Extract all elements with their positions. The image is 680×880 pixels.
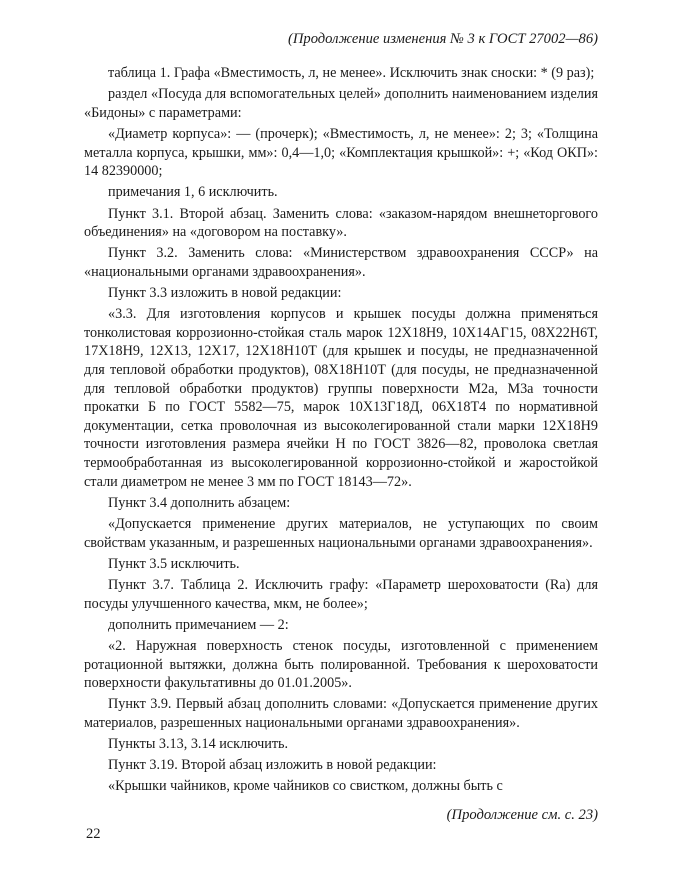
paragraph-table1: таблица 1. Графа «Вместимость, л, не менее». Исключить знак сноски: * (9 раз); xyxy=(108,65,595,81)
paragraph-clause-3-4-text: «Допускается применение других материалов, не уступающих по своим свойствам указанным, и разрешенных национальными органами здравоохранения». xyxy=(84,516,598,551)
paragraph-clause-3-1: Пункт 3.1. Второй абзац. Заменить слова: «заказом-нарядом внешнеторгового объединения» на «договором на поставку». xyxy=(84,205,598,241)
paragraph-section-auxiliary: раздел «Посуда для вспомогательных целей» дополнить наименованием изделия «Бидоны» с параметрами: xyxy=(84,86,598,121)
paragraph-clause-3-9: Пункт 3.9. Первый абзац дополнить словами: «Допускается применение других материалов, разрешенных национальными органами здравоохранения». xyxy=(84,696,598,731)
document-page xyxy=(84,30,598,824)
running-header: (Продолжение изменения № 3 к ГОСТ 27002—86) xyxy=(288,31,598,47)
paragraph-clause-3-7: Пункт 3.7. Таблица 2. Исключить графу: «Параметр шероховатости (Ra) для посуды улучшенного качества, мкм, не более»; xyxy=(84,576,598,612)
paragraph-clause-3-3-text: «3.3. Для изготовления корпусов и крышек посуды должна применяться тонколистовая коррозионно-стойкая сталь марок 12Х18Н9, 10Х14АГ15, 08Х22Н6Т, 17Х18Н9, 12Х13, 12Х17, 12Х18Н10Т (для крышек и посуды, не предназначенной для тепловой обработки продуктов), 08Х18Н10Т (для посуды, не предназначенной для тепловой обработки продуктов) группы поверхности М2а, М3а точности прокатки Б по ГОСТ 5582—75, марок 10Х13Г18Д, 06Х18Т4 по нормативной документации, сетка проволочная из высоколегированной стали марки 12Х18Н9 точности изготовления размера ячейки Н по ГОСТ 3826—82, проволока светлая термообработанная из высоколегированной коррозионно-стойкой и жаростойкой стали диаметром не менее 3 мм по ГОСТ 18143—72». xyxy=(84,306,598,490)
paragraph-clause-3-3-intro: Пункт 3.3 изложить в новой редакции: xyxy=(108,285,342,302)
paragraph-clause-3-7-note: «2. Наружная поверхность стенок посуды, изготовленной с применением ротационной вытяжки, должна быть полированной. Требования к шероховатости поверхности факультативны до 01.01.2005». xyxy=(84,637,598,692)
body-text xyxy=(84,64,598,796)
paragraph-clause-3-13: Пункты 3.13, 3.14 исключить. xyxy=(108,736,289,753)
paragraph-clause-3-7-note-intro: дополнить примечанием — 2: xyxy=(108,616,289,633)
continuation-note: (Продолжение см. с. 23) xyxy=(446,807,598,824)
paragraph-bidon-params: «Диаметр корпуса»: — (прочерк); «Вместимость, л, не менее»: 2; 3; «Толщина металла корпуса, крышки, мм»: 0,4—1,0; «Комплектация крышкой»: +; «Код ОКП»: 14 82390000; xyxy=(84,125,598,180)
page-number: 22 xyxy=(86,826,101,842)
paragraph-clause-3-19-text: «Крышки чайников, кроме чайников со свистком, должны быть с xyxy=(108,778,503,795)
paragraph-clause-3-19-intro: Пункт 3.19. Второй абзац изложить в новой редакции: xyxy=(108,757,437,774)
paragraph-clause-3-5: Пункт 3.5 исключить. xyxy=(108,555,240,572)
paragraph-notes-excluded: примечания 1, 6 исключить. xyxy=(108,184,278,201)
paragraph-clause-3-4-intro: Пункт 3.4 дополнить абзацем: xyxy=(108,494,291,511)
paragraph-clause-3-2: Пункт 3.2. Заменить слова: «Министерством здравоохранения СССР» на «национальными органами здравоохранения». xyxy=(84,245,598,280)
